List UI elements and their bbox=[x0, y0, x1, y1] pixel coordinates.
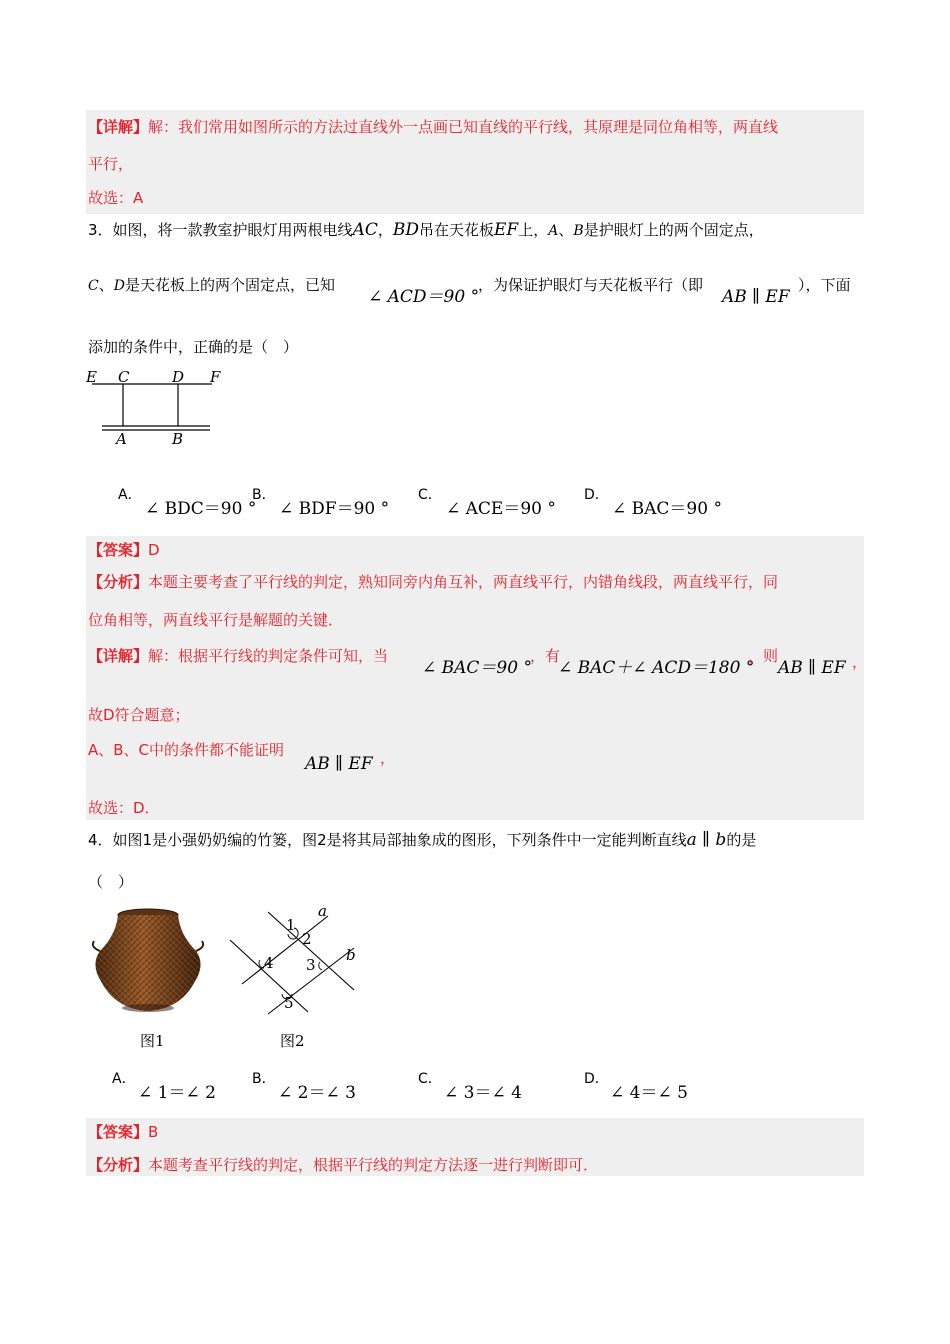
q3-detail-line3: A、B、C中的条件都不能证明 bbox=[88, 741, 285, 759]
q3-option-c[interactable]: ∠ ACE＝90 ° bbox=[446, 499, 556, 519]
q4-fig2-label-4: 4 bbox=[264, 954, 274, 972]
q2-choice: 故选：A bbox=[88, 189, 144, 207]
q3-stem-line3: 添加的条件中，正确的是（ ） bbox=[88, 338, 299, 356]
q3-detail-line3-end: ， bbox=[380, 749, 396, 767]
q3-figure bbox=[86, 366, 226, 456]
q3-fig-label-d: D bbox=[172, 368, 185, 386]
q3-detail-p4: ， bbox=[852, 653, 868, 671]
q3-choice: 故选：D． bbox=[88, 799, 160, 817]
q4-stem-line1: 4．如图1是小强奶奶编的竹篓，图2是将其局部抽象成的图形，下列条件中一定能判断直线a ∥ b的是 bbox=[88, 830, 757, 850]
q2-detail-tag: 【详解】 bbox=[88, 118, 149, 136]
q4-option-d-letter: D． bbox=[584, 1071, 609, 1087]
q4-fig2-label-b: b bbox=[346, 946, 356, 964]
q3-option-d[interactable]: ∠ BAC＝90 ° bbox=[612, 499, 722, 519]
q3-fig-label-b: B bbox=[172, 430, 184, 448]
q4-option-b-letter: B． bbox=[252, 1071, 276, 1087]
q3-option-b[interactable]: ∠ BDF＝90 ° bbox=[279, 499, 390, 519]
q3-option-a-letter: A． bbox=[118, 487, 142, 503]
q3-analysis-line1: 【分析】本题主要考查了平行线的判定，熟知同旁内角互补，两直线平行，内错角线段，两直线平行，同 bbox=[88, 573, 779, 591]
q3-fig-label-c: C bbox=[118, 368, 130, 386]
q3-detail-p3: ，则 bbox=[748, 647, 779, 665]
q3-option-c-letter: C． bbox=[418, 487, 442, 503]
q3-stem-line1: 3．如图，将一款教室护眼灯用两根电线AC，BD吊在天花板EF上，A、B是护眼灯上的两个固定点， bbox=[88, 220, 764, 240]
q3-stem-line2b: ，为保证护眼灯与天花板平行（即 bbox=[478, 276, 704, 294]
q3-given-angle: ∠ ACD＝90 ° bbox=[368, 287, 480, 307]
basket-image bbox=[88, 905, 208, 1017]
q4-fig2-label-a: a bbox=[318, 902, 327, 920]
q2-detail-line2: 平行， bbox=[88, 155, 134, 173]
q4-answer: 【答案】B bbox=[88, 1123, 159, 1141]
q3-detail-line3-math: AB ∥ EF bbox=[305, 754, 373, 774]
q3-fig-label-f: F bbox=[210, 368, 221, 386]
q3-detail-line1: 【详解】解：根据平行线的判定条件可知，当 bbox=[88, 647, 389, 665]
q3-detail-line2: 故D符合题意； bbox=[88, 706, 190, 724]
q3-stem-line2: C、D是天花板上的两个固定点，已知 bbox=[88, 276, 335, 294]
q4-option-d[interactable]: ∠ 4＝∠ 5 bbox=[610, 1083, 688, 1103]
q4-option-c-letter: C． bbox=[418, 1071, 442, 1087]
q3-option-b-letter: B． bbox=[252, 487, 276, 503]
q4-fig2-label-3: 3 bbox=[306, 956, 316, 974]
q3-option-d-letter: D． bbox=[584, 487, 609, 503]
q3-detail-math3: AB ∥ EF bbox=[778, 658, 846, 678]
q4-fig2-label-2: 2 bbox=[302, 930, 312, 948]
q4-option-c[interactable]: ∠ 3＝∠ 4 bbox=[444, 1083, 522, 1103]
q2-detail-line1: 【详解】解：我们常用如图所示的方法过直线外一点画已知直线的平行线，其原理是同位角相等，两直线 bbox=[88, 118, 779, 136]
q3-stem-line2c: ），下面 bbox=[798, 276, 851, 294]
q3-detail-math1: ∠ BAC＝90 ° bbox=[422, 658, 532, 678]
q4-fig2-caption: 图2 bbox=[280, 1032, 305, 1050]
q3-fig-label-a: A bbox=[116, 430, 127, 448]
q3-analysis-line2: 位角相等，两直线平行是解题的关键． bbox=[88, 611, 344, 629]
q3-detail-math2: ∠ BAC＋∠ ACD＝180 ° bbox=[558, 658, 755, 678]
q4-fig2-label-1: 1 bbox=[286, 916, 296, 934]
q4-fig1-caption: 图1 bbox=[140, 1032, 165, 1050]
q4-option-a[interactable]: ∠ 1＝∠ 2 bbox=[138, 1083, 216, 1103]
q4-option-a-letter: A． bbox=[112, 1071, 136, 1087]
q3-fig-label-e: E bbox=[86, 368, 97, 386]
q4-option-b[interactable]: ∠ 2＝∠ 3 bbox=[278, 1083, 356, 1103]
q4-analysis: 【分析】本题考查平行线的判定，根据平行线的判定方法逐一进行判断即可． bbox=[88, 1156, 599, 1174]
q3-option-a[interactable]: ∠ BDC＝90 ° bbox=[145, 499, 257, 519]
q4-fig2-label-5: 5 bbox=[284, 994, 294, 1012]
q4-stem-line2: （ ） bbox=[88, 873, 134, 891]
q3-detail-p2: ，有 bbox=[530, 647, 561, 665]
q3-parallel-condition: AB ∥ EF bbox=[722, 287, 790, 307]
q3-answer: 【答案】D bbox=[88, 541, 160, 559]
